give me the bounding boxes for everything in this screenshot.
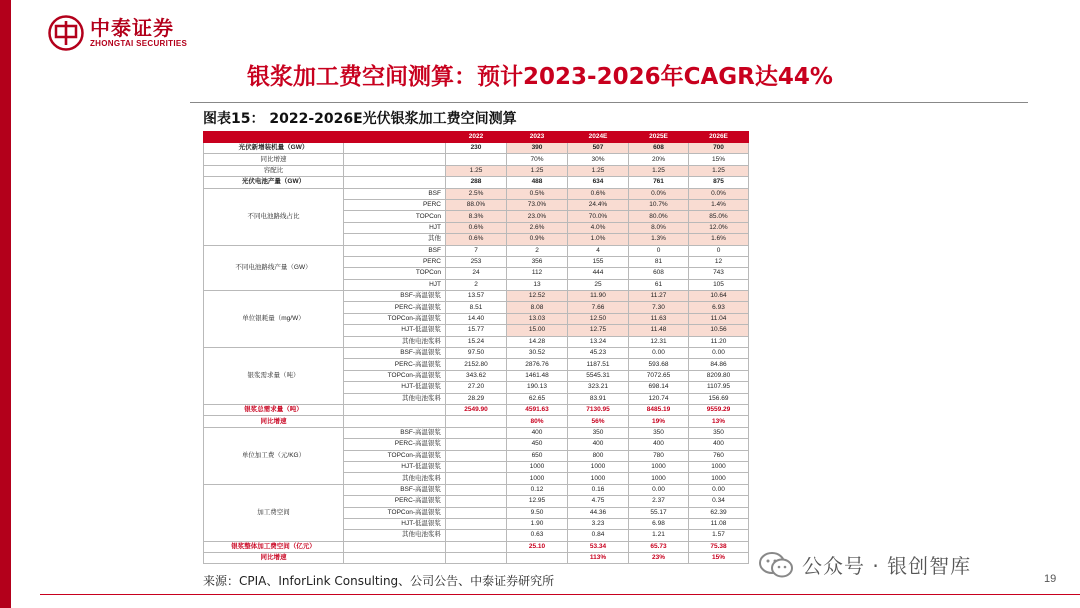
row-sub-label: 其他电池浆料 (344, 473, 446, 484)
table-cell: 7130.95 (568, 404, 629, 415)
silver-paste-table (203, 131, 749, 564)
table-cell: 10.7% (629, 199, 689, 210)
table-row (204, 245, 749, 256)
table-cell (446, 484, 507, 495)
header-cell (344, 132, 446, 143)
table-cell: 10.56 (689, 325, 749, 336)
table-cell: 760 (689, 450, 749, 461)
table-cell: 24.4% (568, 199, 629, 210)
table-cell: 23.0% (507, 211, 568, 222)
table-cell: 507 (568, 143, 629, 154)
table-cell: 8.0% (629, 222, 689, 233)
table-row (204, 416, 749, 427)
table-cell: 73.0% (507, 199, 568, 210)
table-cell: 350 (568, 427, 629, 438)
row-sub-label (344, 177, 446, 188)
table-cell: 83.91 (568, 393, 629, 404)
left-accent-bar (0, 0, 11, 608)
table-cell: 0.6% (568, 188, 629, 199)
table-cell: 400 (629, 439, 689, 450)
table-cell: 2 (446, 279, 507, 290)
table-cell: 2876.76 (507, 359, 568, 370)
table-cell: 112 (507, 268, 568, 279)
row-sub-label: BSF (344, 188, 446, 199)
table-cell: 12 (689, 256, 749, 267)
row-group-label: 单位银耗量（mg/W） (204, 291, 344, 348)
table-cell: 634 (568, 177, 629, 188)
table-cell: 8.3% (446, 211, 507, 222)
table-cell: 9559.29 (689, 404, 749, 415)
table-cell: 0.34 (689, 496, 749, 507)
table-cell: 14.40 (446, 313, 507, 324)
table-cell: 450 (507, 439, 568, 450)
company-logo (48, 8, 187, 58)
table-cell (446, 518, 507, 529)
table-cell: 155 (568, 256, 629, 267)
table-cell: 1.25 (568, 165, 629, 176)
row-group-label: 不同电池路线占比 (204, 188, 344, 245)
table-cell: 0.84 (568, 530, 629, 541)
table-cell: 1187.51 (568, 359, 629, 370)
table-cell: 390 (507, 143, 568, 154)
logo-name-cn: 中泰证券 (90, 16, 174, 40)
table-cell: 1.25 (629, 165, 689, 176)
row-sub-label: BSF-高温银浆 (344, 484, 446, 495)
table-cell: 0.9% (507, 234, 568, 245)
table-cell: 12.95 (507, 496, 568, 507)
table-cell: 593.68 (629, 359, 689, 370)
row-sub-label: PERC (344, 256, 446, 267)
table-cell: 253 (446, 256, 507, 267)
table-cell: 15.00 (507, 325, 568, 336)
table-cell (507, 553, 568, 564)
table-cell: 356 (507, 256, 568, 267)
table-cell: 7.66 (568, 302, 629, 313)
table-row (204, 427, 749, 438)
table-cell: 62.39 (689, 507, 749, 518)
row-sub-label (344, 553, 446, 564)
row-sub-label: PERC (344, 199, 446, 210)
table-cell: 65.73 (629, 541, 689, 552)
estimate-table (203, 131, 748, 564)
page-number: 19 (1044, 573, 1057, 585)
table-cell: 1.6% (689, 234, 749, 245)
table-cell: 7072.65 (629, 370, 689, 381)
table-cell: 1.21 (629, 530, 689, 541)
table-cell: 13.24 (568, 336, 629, 347)
table-cell: 1.3% (629, 234, 689, 245)
row-label: 光伏电池产量（GW） (204, 177, 344, 188)
table-cell: 780 (629, 450, 689, 461)
table-cell: 88.0% (446, 199, 507, 210)
table-cell: 13 (507, 279, 568, 290)
table-cell: 20% (629, 154, 689, 165)
header-cell: 2026E (689, 132, 749, 143)
table-cell: 4 (568, 245, 629, 256)
table-cell: 11.08 (689, 518, 749, 529)
row-sub-label: HJT (344, 222, 446, 233)
table-row (204, 348, 749, 359)
table-row (204, 165, 749, 176)
table-cell: 4.0% (568, 222, 629, 233)
table-cell: 0.5% (507, 188, 568, 199)
table-cell: 0 (689, 245, 749, 256)
table-cell: 45.23 (568, 348, 629, 359)
table-cell (446, 416, 507, 427)
table-cell: 15.24 (446, 336, 507, 347)
table-cell: 44.36 (568, 507, 629, 518)
table-cell: 2 (507, 245, 568, 256)
table-cell: 2.37 (629, 496, 689, 507)
row-label: 银浆总需求量（吨） (204, 404, 344, 415)
table-cell: 30.52 (507, 348, 568, 359)
table-cell: 1.25 (689, 165, 749, 176)
row-sub-label: HJT-低温银浆 (344, 325, 446, 336)
table-cell: 13.57 (446, 291, 507, 302)
zhongtai-logo-icon (48, 15, 84, 51)
table-cell: 1000 (507, 461, 568, 472)
table-row (204, 291, 749, 302)
table-cell (446, 541, 507, 552)
wechat-icon (758, 551, 794, 579)
table-cell: 19% (629, 416, 689, 427)
table-cell: 698.14 (629, 382, 689, 393)
table-cell: 8.08 (507, 302, 568, 313)
table-cell: 12.0% (689, 222, 749, 233)
table-cell: 11.20 (689, 336, 749, 347)
table-cell: 650 (507, 450, 568, 461)
table-cell: 15% (689, 553, 749, 564)
table-cell: 800 (568, 450, 629, 461)
table-row (204, 541, 749, 552)
table-cell: 120.74 (629, 393, 689, 404)
row-label: 同比增速 (204, 553, 344, 564)
row-sub-label: 其他 (344, 234, 446, 245)
header-cell: 2022 (446, 132, 507, 143)
logo-name-en: ZHONGTAI SECURITIES (90, 39, 188, 48)
row-sub-label: HJT-低温银浆 (344, 382, 446, 393)
row-sub-label: HJT (344, 279, 446, 290)
table-cell: 1000 (629, 461, 689, 472)
row-sub-label: PERC-高温银浆 (344, 439, 446, 450)
table-cell: 1.25 (507, 165, 568, 176)
row-sub-label: PERC-高温银浆 (344, 496, 446, 507)
table-cell: 1000 (689, 473, 749, 484)
table-cell: 30% (568, 154, 629, 165)
row-sub-label: BSF (344, 245, 446, 256)
header-cell: 2024E (568, 132, 629, 143)
table-cell: 80% (507, 416, 568, 427)
table-cell: 15.77 (446, 325, 507, 336)
table-cell: 80.0% (629, 211, 689, 222)
row-sub-label: 其他电池浆料 (344, 530, 446, 541)
row-group-label: 单位加工费（元/KG） (204, 427, 344, 484)
table-cell: 0.00 (689, 348, 749, 359)
table-cell: 1.25 (446, 165, 507, 176)
table-row (204, 484, 749, 495)
table-cell (446, 154, 507, 165)
table-cell: 400 (507, 427, 568, 438)
table-cell (446, 439, 507, 450)
table-cell: 105 (689, 279, 749, 290)
row-sub-label: BSF-高温银浆 (344, 427, 446, 438)
table-cell: 8.51 (446, 302, 507, 313)
table-row (204, 188, 749, 199)
row-sub-label: 其他电池浆料 (344, 393, 446, 404)
table-cell: 10.64 (689, 291, 749, 302)
slide-headline: 银浆加工费空间测算：预计2023-2026年CAGR达44% (247, 64, 833, 90)
row-sub-label: PERC-高温银浆 (344, 359, 446, 370)
table-cell: 608 (629, 268, 689, 279)
row-sub-label: BSF-高温银浆 (344, 348, 446, 359)
table-row (204, 404, 749, 415)
table-cell (446, 427, 507, 438)
figure-title: 图表15： 2022-2026E光伏银浆加工费空间测算 (203, 111, 517, 127)
table-cell: 1000 (568, 461, 629, 472)
row-sub-label (344, 165, 446, 176)
table-cell: 400 (689, 439, 749, 450)
row-sub-label (344, 404, 446, 415)
row-sub-label: TOPCon-高温银浆 (344, 450, 446, 461)
table-cell: 0.00 (689, 484, 749, 495)
table-cell: 0.63 (507, 530, 568, 541)
row-sub-label: BSF-高温银浆 (344, 291, 446, 302)
table-cell: 12.50 (568, 313, 629, 324)
table-cell: 0.00 (629, 348, 689, 359)
table-row (204, 143, 749, 154)
table-cell: 2.5% (446, 188, 507, 199)
table-cell: 1.0% (568, 234, 629, 245)
table-cell: 0.6% (446, 222, 507, 233)
table-cell: 24 (446, 268, 507, 279)
table-cell: 9.50 (507, 507, 568, 518)
table-cell: 2152.80 (446, 359, 507, 370)
table-cell: 1000 (507, 473, 568, 484)
table-cell: 400 (568, 439, 629, 450)
header-cell: 2025E (629, 132, 689, 143)
table-cell: 1107.95 (689, 382, 749, 393)
source-note: 来源：CPIA、InforLink Consulting、公司公告、中泰证券研究所 (203, 574, 555, 588)
table-cell: 1.4% (689, 199, 749, 210)
row-label: 银浆整体加工费空间（亿元） (204, 541, 344, 552)
row-sub-label: TOPCon-高温银浆 (344, 313, 446, 324)
row-sub-label: HJT-低温银浆 (344, 461, 446, 472)
table-row (204, 177, 749, 188)
table-cell: 70% (507, 154, 568, 165)
table-cell: 0.16 (568, 484, 629, 495)
table-cell: 12.52 (507, 291, 568, 302)
table-header-row (204, 132, 749, 143)
table-cell: 7 (446, 245, 507, 256)
table-cell: 608 (629, 143, 689, 154)
table-cell: 444 (568, 268, 629, 279)
row-sub-label (344, 154, 446, 165)
table-cell (446, 553, 507, 564)
table-cell: 761 (629, 177, 689, 188)
table-cell: 11.90 (568, 291, 629, 302)
row-sub-label: 其他电池浆料 (344, 336, 446, 347)
table-cell: 25.10 (507, 541, 568, 552)
table-cell: 56% (568, 416, 629, 427)
row-sub-label (344, 143, 446, 154)
table-cell (446, 530, 507, 541)
table-cell: 8209.80 (689, 370, 749, 381)
table-cell: 28.29 (446, 393, 507, 404)
row-sub-label (344, 541, 446, 552)
table-cell: 1.57 (689, 530, 749, 541)
table-cell: 1000 (629, 473, 689, 484)
row-sub-label: HJT-低温银浆 (344, 518, 446, 529)
table-cell: 53.34 (568, 541, 629, 552)
table-cell: 13% (689, 416, 749, 427)
row-sub-label (344, 416, 446, 427)
table-cell: 81 (629, 256, 689, 267)
table-cell: 343.62 (446, 370, 507, 381)
table-cell: 61 (629, 279, 689, 290)
footer-rule (40, 594, 1080, 595)
table-cell: 13.03 (507, 313, 568, 324)
table-cell (446, 496, 507, 507)
table-cell: 323.21 (568, 382, 629, 393)
table-cell: 230 (446, 143, 507, 154)
table-row (204, 553, 749, 564)
table-cell: 0.6% (446, 234, 507, 245)
table-cell: 11.63 (629, 313, 689, 324)
table-cell: 3.23 (568, 518, 629, 529)
table-cell: 4591.63 (507, 404, 568, 415)
table-cell: 7.30 (629, 302, 689, 313)
table-row (204, 154, 749, 165)
table-cell: 12.75 (568, 325, 629, 336)
row-group-label: 银浆需求量（吨） (204, 348, 344, 405)
headline-divider (190, 102, 1028, 103)
row-sub-label: TOPCon (344, 268, 446, 279)
table-cell: 2.6% (507, 222, 568, 233)
table-cell: 62.65 (507, 393, 568, 404)
row-group-label: 加工费空间 (204, 484, 344, 541)
header-cell (204, 132, 344, 143)
header-cell: 2023 (507, 132, 568, 143)
table-cell: 156.69 (689, 393, 749, 404)
table-cell: 70.0% (568, 211, 629, 222)
table-cell: 875 (689, 177, 749, 188)
table-cell: 6.93 (689, 302, 749, 313)
table-cell: 0 (629, 245, 689, 256)
table-cell: 97.50 (446, 348, 507, 359)
table-cell: 11.04 (689, 313, 749, 324)
table-cell: 113% (568, 553, 629, 564)
table-cell: 85.0% (689, 211, 749, 222)
table-cell: 12.31 (629, 336, 689, 347)
table-cell: 2549.90 (446, 404, 507, 415)
table-cell: 23% (629, 553, 689, 564)
table-cell: 84.86 (689, 359, 749, 370)
table-cell: 0.0% (689, 188, 749, 199)
table-cell: 700 (689, 143, 749, 154)
row-group-label: 不同电池路线产量（GW） (204, 245, 344, 291)
table-cell (446, 473, 507, 484)
table-cell: 11.27 (629, 291, 689, 302)
row-sub-label: TOPCon (344, 211, 446, 222)
row-sub-label: TOPCon-高温银浆 (344, 507, 446, 518)
table-cell: 350 (689, 427, 749, 438)
row-sub-label: TOPCon-高温银浆 (344, 370, 446, 381)
table-cell: 4.75 (568, 496, 629, 507)
table-cell: 0.12 (507, 484, 568, 495)
row-label: 光伏新增装机量（GW） (204, 143, 344, 154)
table-cell: 1000 (689, 461, 749, 472)
row-label: 同比增速 (204, 416, 344, 427)
table-cell: 55.17 (629, 507, 689, 518)
table-cell: 0.0% (629, 188, 689, 199)
table-cell: 5545.31 (568, 370, 629, 381)
table-cell (446, 450, 507, 461)
table-cell: 743 (689, 268, 749, 279)
table-cell: 488 (507, 177, 568, 188)
row-label: 容配比 (204, 165, 344, 176)
table-cell: 0.00 (629, 484, 689, 495)
table-cell: 288 (446, 177, 507, 188)
table-cell: 350 (629, 427, 689, 438)
table-cell: 14.28 (507, 336, 568, 347)
watermark-text: 公众号 · 银创智库 (802, 554, 972, 578)
table-cell (446, 507, 507, 518)
table-cell: 15% (689, 154, 749, 165)
table-cell: 1000 (568, 473, 629, 484)
watermark (758, 550, 971, 579)
table-cell: 25 (568, 279, 629, 290)
table-cell: 11.48 (629, 325, 689, 336)
table-cell (446, 461, 507, 472)
table-cell: 190.13 (507, 382, 568, 393)
table-cell: 1.90 (507, 518, 568, 529)
row-label: 同比增速 (204, 154, 344, 165)
table-cell: 8485.19 (629, 404, 689, 415)
table-cell: 1461.48 (507, 370, 568, 381)
table-cell: 6.98 (629, 518, 689, 529)
table-cell: 27.20 (446, 382, 507, 393)
row-sub-label: PERC-高温银浆 (344, 302, 446, 313)
table-cell: 75.38 (689, 541, 749, 552)
